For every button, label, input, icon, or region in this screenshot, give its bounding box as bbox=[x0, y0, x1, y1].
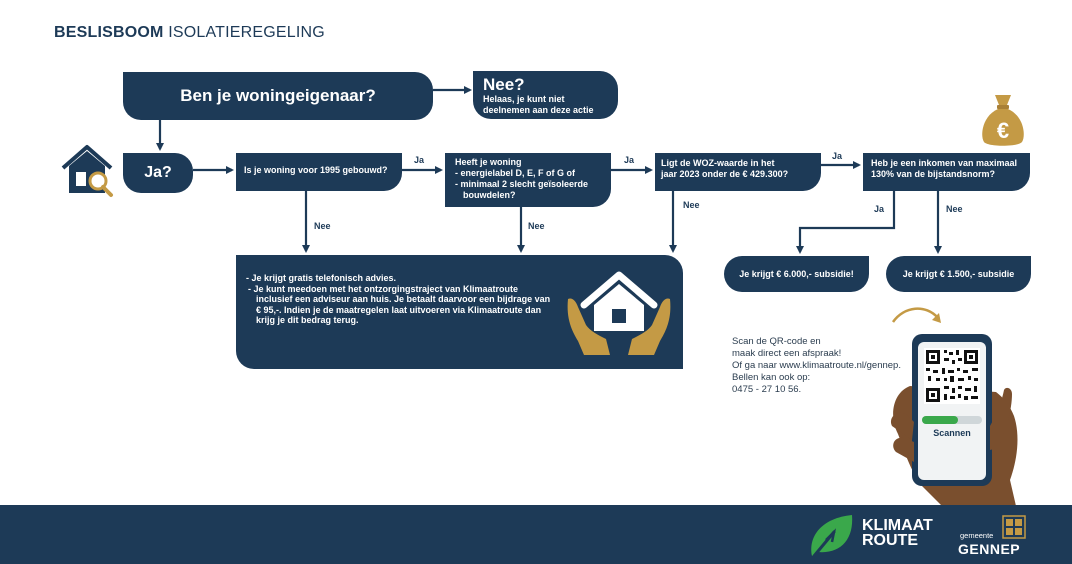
question-income bbox=[863, 153, 1030, 191]
arrow-q4-ja bbox=[800, 191, 894, 252]
advice-line-5: krijg je dit bedrag terug. bbox=[256, 315, 359, 325]
q4-line1: Heb je een inkomen van maximaal bbox=[871, 158, 1018, 168]
question-energylabel bbox=[445, 153, 611, 207]
scan-instructions bbox=[732, 336, 901, 396]
gemeente-label: gemeente bbox=[960, 531, 994, 540]
q2-line1: Heeft je woning bbox=[455, 157, 522, 167]
subsidy-6000-text: Je krijgt € 6.000,- subsidie! bbox=[739, 269, 854, 279]
scan-line-2: maak direct een afspraak! bbox=[732, 348, 842, 359]
label-ja-q3: Ja bbox=[832, 151, 843, 161]
q2-line3: - minimaal 2 slecht geïsoleerde bbox=[455, 179, 589, 189]
q1-text: Is je woning voor 1995 gebouwd? bbox=[244, 165, 388, 175]
scan-button-label: Scannen bbox=[933, 428, 971, 438]
advice-line-4: € 95,-. Indien je de maatregelen laat uitvoeren via Klimaatroute dan bbox=[256, 304, 542, 315]
label-ja-q4: Ja bbox=[874, 204, 885, 214]
label-nee-q1: Nee bbox=[314, 221, 331, 231]
q4-line2: 130% van de bijstandsnorm? bbox=[871, 169, 996, 179]
question-build-year bbox=[236, 153, 402, 191]
owner-question-text: Ben je woningeigenaar? bbox=[180, 86, 376, 105]
klimaatroute-logo-text bbox=[862, 518, 933, 548]
advice-line-2: - Je kunt meedoen met het ontzorgingstraject van Klimaatroute bbox=[248, 283, 519, 294]
subsidy-1500-box bbox=[886, 256, 1031, 292]
route-word: ROUTE bbox=[862, 532, 918, 549]
house-hands-icon bbox=[566, 265, 672, 359]
not-owner-heading: Nee? bbox=[483, 75, 525, 94]
scan-line-4: Bellen kan ook op: bbox=[732, 372, 811, 383]
scan-line-3: Of ga naar www.klimaatroute.nl/gennep. bbox=[732, 360, 901, 371]
q2-line2: - energielabel D, E, F of G of bbox=[455, 168, 576, 178]
gennep-crest-icon bbox=[1002, 514, 1026, 540]
advice-box bbox=[236, 255, 683, 369]
scan-line-1: Scan de QR-code en bbox=[732, 336, 821, 347]
not-owner-box bbox=[473, 71, 618, 119]
subsidy-6000-box bbox=[724, 256, 869, 292]
leaf-logo-icon bbox=[804, 512, 858, 560]
not-owner-line1: Helaas, je kunt niet bbox=[483, 94, 565, 104]
question-woz-value bbox=[655, 153, 821, 191]
title-rest: ISOLATIEREGELING bbox=[168, 24, 325, 41]
label-ja-q2: Ja bbox=[624, 155, 635, 165]
label-ja-q1: Ja bbox=[414, 155, 425, 165]
phone-hand-icon bbox=[886, 330, 1036, 506]
label-nee-q3: Nee bbox=[683, 200, 700, 210]
ja-start-text: Ja? bbox=[144, 164, 172, 181]
not-owner-line2: deelnemen aan deze actie bbox=[483, 105, 594, 115]
gennep-label: GENNEP bbox=[958, 541, 1021, 557]
subsidy-1500-text: Je krijgt € 1.500,- subsidie bbox=[902, 269, 1015, 279]
owner-question-box bbox=[123, 72, 433, 120]
curved-arrow-icon bbox=[890, 302, 946, 328]
label-nee-q2: Nee bbox=[528, 221, 545, 231]
q3-line2: jaar 2023 onder de € 429.300? bbox=[661, 169, 789, 179]
label-nee-q4: Nee bbox=[946, 204, 963, 214]
q2-line4: bouwdelen? bbox=[463, 190, 516, 200]
title-bold: BESLISBOOM bbox=[54, 24, 164, 41]
scan-line-5: 0475 - 27 10 56. bbox=[732, 384, 802, 395]
house-search-icon bbox=[60, 141, 118, 199]
ja-start-box bbox=[123, 153, 193, 193]
advice-line-3: inclusief een adviseur aan huis. Je betaalt daarvoor een bijdrage van bbox=[256, 294, 551, 304]
money-symbol: € bbox=[996, 118, 1010, 143]
q3-line1: Ligt de WOZ-waarde in het bbox=[661, 158, 775, 168]
klimaat-word: KLIMAAT bbox=[862, 517, 933, 534]
advice-line-1: - Je krijgt gratis telefonisch advies. bbox=[246, 273, 397, 283]
money-bag-icon bbox=[978, 92, 1028, 148]
